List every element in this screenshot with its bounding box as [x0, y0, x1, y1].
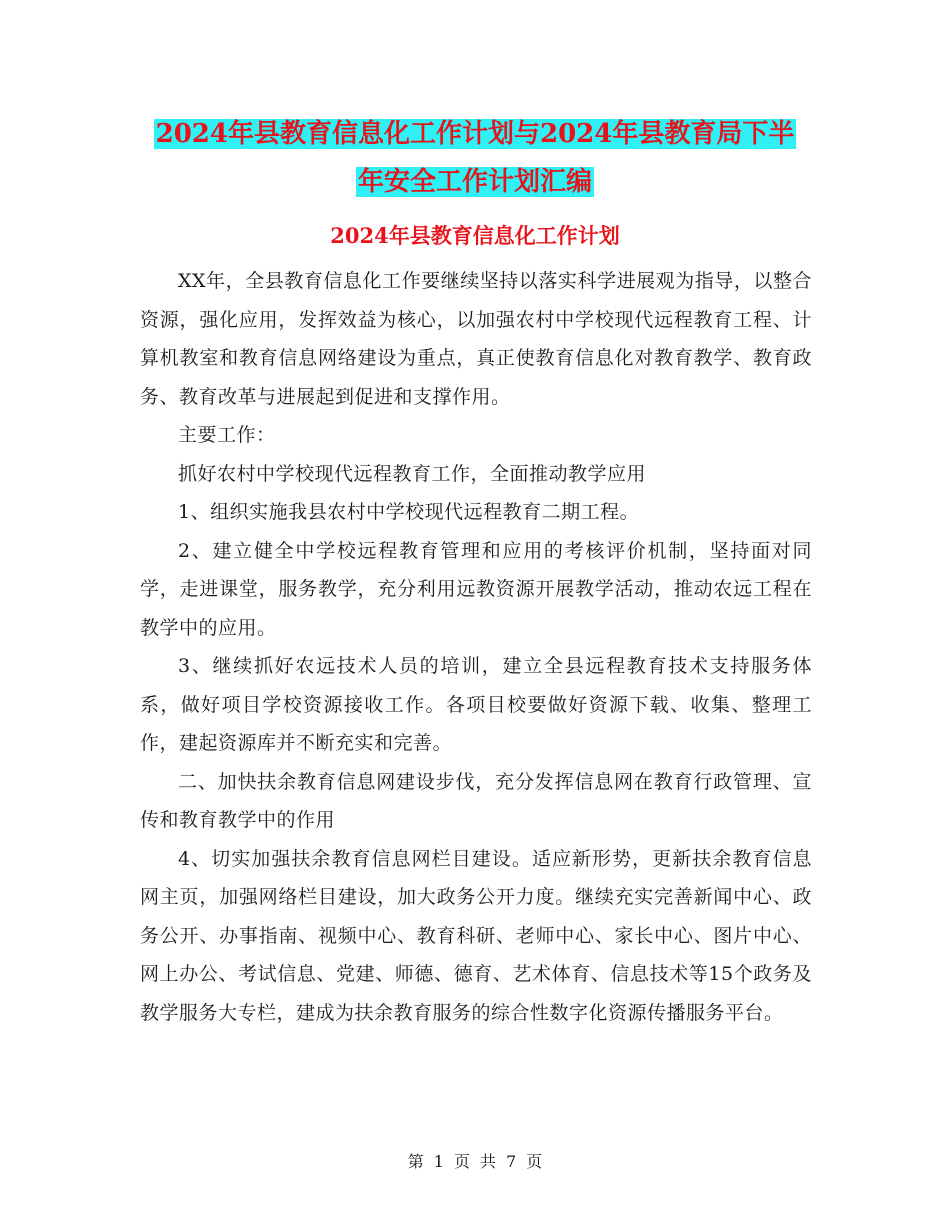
footer-current-page: 1 [433, 1152, 444, 1171]
footer-label-total: 共 [480, 1152, 497, 1171]
paragraph-main-tasks-heading: 主要工作： [178, 424, 276, 446]
paragraph-intro: XX年，全县教育信息化工作要继续坚持以落实科学进展观为指导，以整合资源，强化应用，发挥效益为核心，以加强农村中学校现代远程教育工程、计算机教室和教育信息网络建设为重点，真正使教育信息化对教育教学、教育政务、教育改革与进展起到促进和支撑作用。 [140, 270, 812, 408]
footer-total-pages: 7 [506, 1152, 517, 1171]
footer-label-page: 第 [407, 1152, 424, 1171]
paragraph-item-1: 1、组织实施我县农村中学校现代远程教育二期工程。 [178, 501, 640, 523]
footer-label-ye: 页 [453, 1152, 470, 1171]
paragraph-heading-info-network: 二、加快扶余教育信息网建设步伐，充分发挥信息网在教育行政管理、宣传和教育教学中的作用 [140, 770, 812, 831]
paragraph-heading-remote-education: 抓好农村中学校现代远程教育工作，全面推动教学应用 [178, 462, 647, 485]
document-title-line-1: 2024年县教育信息化工作计划与2024年县教育局下半 [155, 119, 795, 149]
footer-label-ye-2: 页 [526, 1152, 543, 1171]
document-body [140, 262, 812, 1032]
paragraph-item-3: 3、继续抓好农远技术人员的培训，建立全县远程教育技术支持服务体系，做好项目学校资源接收工作。各项目校要做好资源下载、收集、整理工作，建起资源库并不断充实和完善。 [140, 655, 812, 754]
paragraph-item-4: 4、切实加强扶余教育信息网栏目建设。适应新形势，更新扶余教育信息网主页，加强网络栏目建设，加大政务公开力度。继续充实完善新闻中心、政务公开、办事指南、视频中心、教育科研、老师中心、家长中心、图片中心、网上办公、考试信息、党建、师德、德育、艺术体育、信息技术等15个政务及教学服务大专栏，建成为扶余教育服务的综合性数字化资源传播服务平台。 [140, 847, 812, 1024]
document-title-line-2: 年安全工作计划汇编 [357, 167, 592, 197]
document-title [140, 110, 810, 206]
page-footer [0, 1150, 950, 1174]
paragraph-item-2: 2、建立健全中学校远程教育管理和应用的考核评价机制，坚持面对同学，走进课堂，服务教学，充分利用远教资源开展教学活动，推动农远工程在教学中的应用。 [140, 539, 812, 639]
section-title: 2024年县教育信息化工作计划 [330, 223, 620, 248]
